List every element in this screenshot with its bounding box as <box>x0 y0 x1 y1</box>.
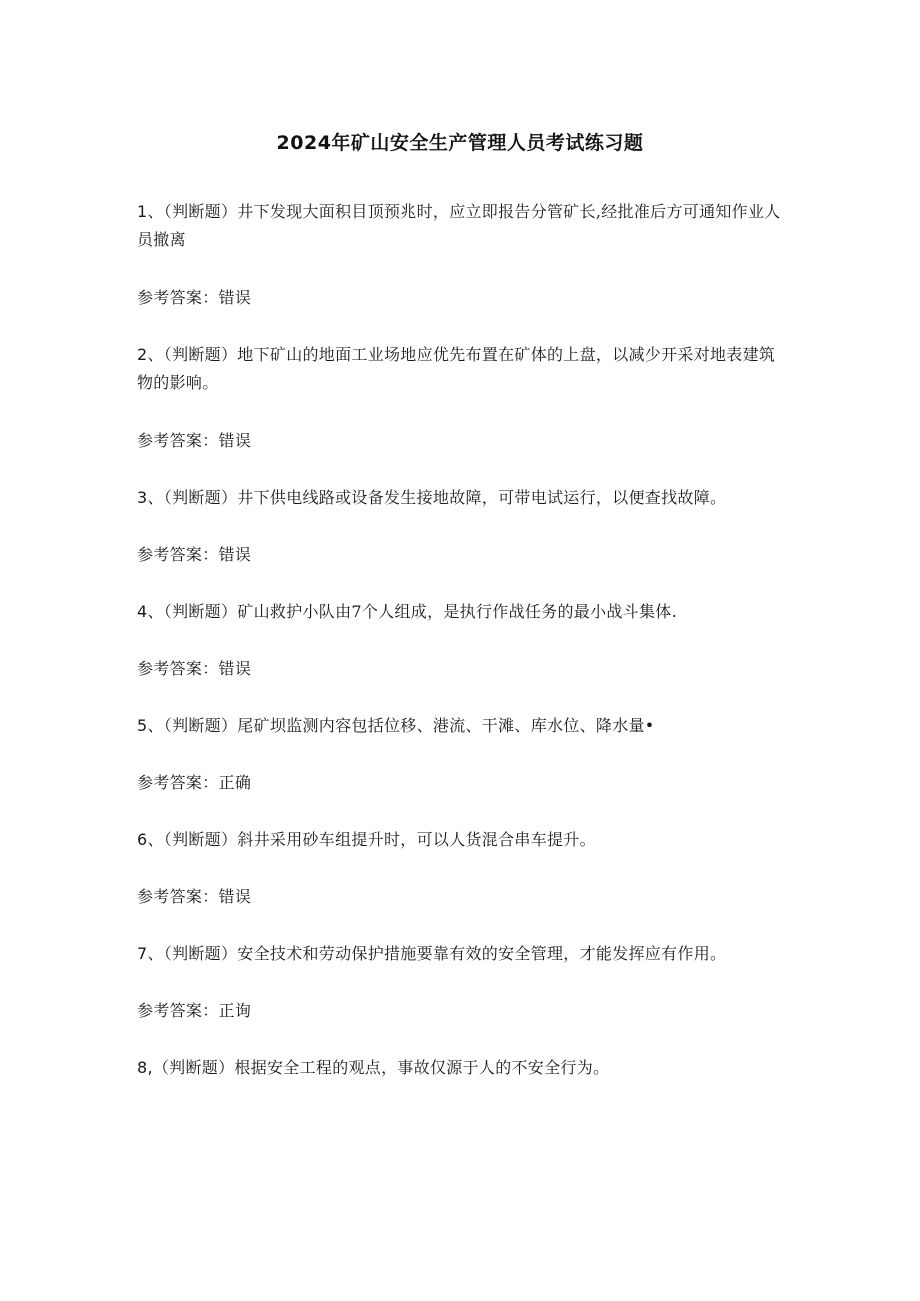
question-item <box>137 598 787 683</box>
question-text <box>137 826 787 854</box>
question-item <box>137 1054 787 1082</box>
question-body: 井下供电线路或设备发生接地故障，可带电试运行，以便查找故障。 <box>237 488 727 507</box>
answer-line <box>137 541 787 569</box>
question-text <box>137 484 787 512</box>
question-number: 7、 <box>137 944 164 963</box>
question-number: 4、 <box>137 602 164 621</box>
question-type: （判断题） <box>163 345 238 364</box>
question-body: 斜井采用砂车组提升时，可以人货混合串车提升。 <box>237 830 596 849</box>
answer-line <box>137 769 787 797</box>
question-body: 根据安全工程的观点，事故仅源于人的不安全行为。 <box>234 1058 610 1077</box>
question-body: 尾矿坝监测内容包括位移、港流、干滩、库水位、降水量• <box>237 716 655 735</box>
answer-label: 参考答案： <box>137 773 219 792</box>
question-text <box>137 712 787 740</box>
question-number: 8, <box>137 1058 153 1077</box>
question-body: 地下矿山的地面工业场地应优先布置在矿体的上盘，以减少开采对地表建筑物的影响。 <box>137 345 776 392</box>
question-item <box>137 826 787 911</box>
question-number: 5、 <box>137 716 164 735</box>
question-number: 2、 <box>137 345 164 364</box>
question-number: 3、 <box>137 488 164 507</box>
question-type: （判断题） <box>163 602 238 621</box>
question-type: （判断题） <box>152 1058 235 1077</box>
question-type: （判断题） <box>163 944 238 963</box>
question-body: 井下发现大面积目顶预兆时，应立即报告分管矿长,经批准后方可通知作业人员撤离 <box>137 202 781 249</box>
question-number: 6、 <box>137 830 164 849</box>
page-title: 2024年矿山安全生产管理人员考试练习题 <box>276 132 644 154</box>
answer-line <box>137 284 787 312</box>
answer-value: 错误 <box>218 545 252 564</box>
question-item <box>137 198 787 312</box>
question-item <box>137 712 787 797</box>
answer-label: 参考答案： <box>137 545 219 564</box>
question-item <box>137 484 787 569</box>
answer-value: 正确 <box>218 773 252 792</box>
question-body: 矿山救护小队由7个人组成，是执行作战任务的最小战斗集体. <box>237 602 677 621</box>
question-item <box>137 940 787 1025</box>
answer-line <box>137 997 787 1025</box>
question-item <box>137 341 787 455</box>
answer-label: 参考答案： <box>137 431 219 450</box>
question-type: （判断题） <box>163 202 238 221</box>
answer-value: 错误 <box>218 887 252 906</box>
question-number: 1、 <box>137 202 164 221</box>
answer-label: 参考答案： <box>137 659 219 678</box>
answer-value: 错误 <box>218 431 252 450</box>
question-body: 安全技术和劳动保护措施要靠有效的安全管理，才能发挥应有作用。 <box>237 944 727 963</box>
question-text <box>137 598 787 626</box>
question-type: （判断题） <box>163 716 238 735</box>
question-text <box>137 1054 787 1082</box>
answer-label: 参考答案： <box>137 288 219 307</box>
question-text <box>137 940 787 968</box>
question-list <box>137 198 787 1082</box>
answer-value: 正询 <box>218 1001 252 1020</box>
question-text <box>137 341 787 397</box>
answer-value: 错误 <box>218 659 252 678</box>
question-type: （判断题） <box>163 488 238 507</box>
answer-line <box>137 655 787 683</box>
question-text <box>137 198 787 254</box>
question-type: （判断题） <box>163 830 238 849</box>
answer-line <box>137 427 787 455</box>
answer-label: 参考答案： <box>137 887 219 906</box>
answer-label: 参考答案： <box>137 1001 219 1020</box>
answer-line <box>137 883 787 911</box>
answer-value: 错误 <box>218 288 252 307</box>
